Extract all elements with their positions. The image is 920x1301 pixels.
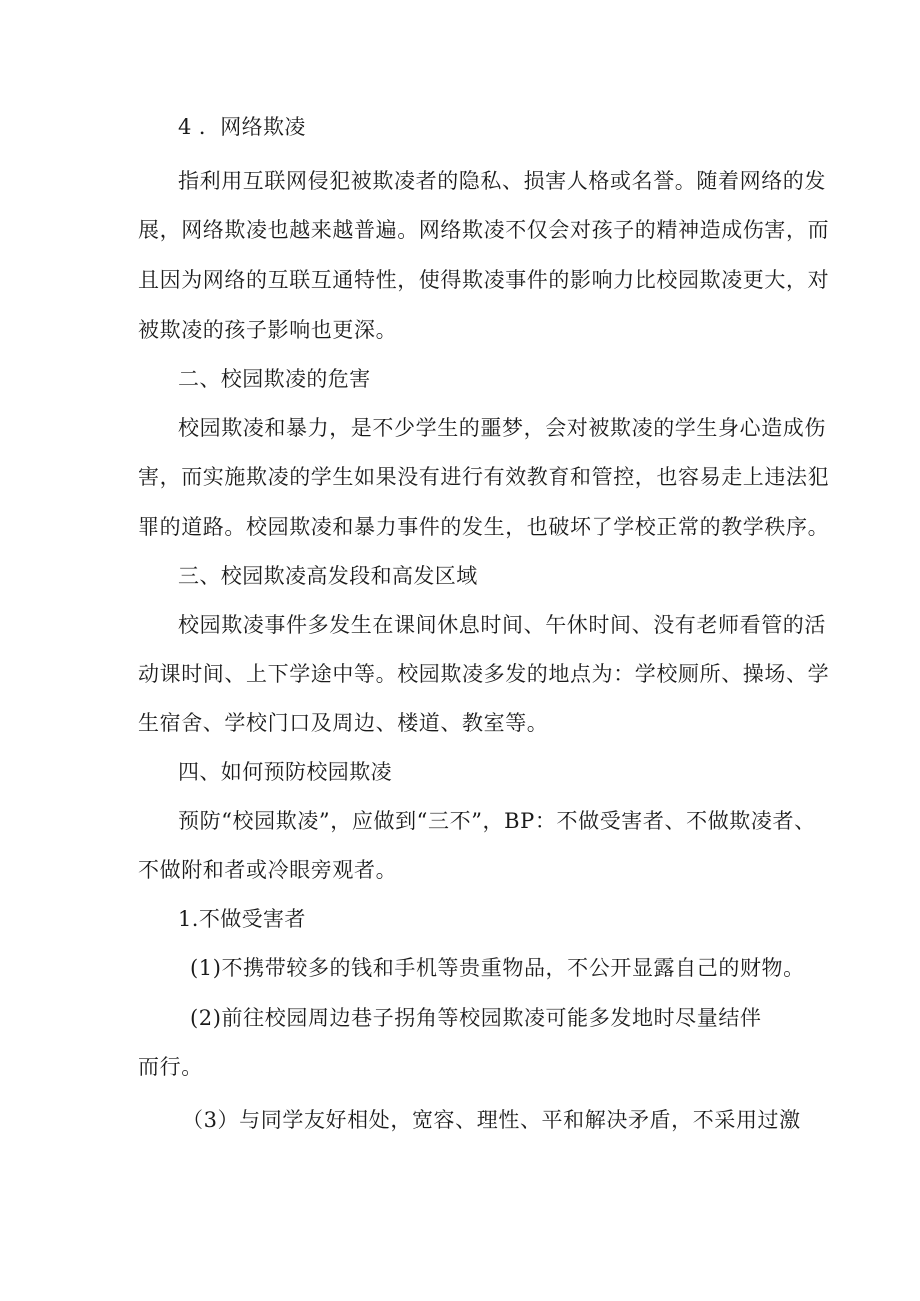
paragraph-line: 罪的道路。校园欺凌和暴力事件的发生，也破坏了学校正常的教学秩序。 [138, 515, 830, 539]
list-item-continuation: 而行。 [138, 1055, 203, 1079]
section-heading-cyberbullying: 4 ．网络欺凌 [178, 115, 306, 139]
list-item: (1)不携带较多的钱和手机等贵重物品，不公开显露自己的财物。 [190, 956, 805, 980]
paragraph-line: 校园欺凌事件多发生在课间休息时间、午休时间、没有老师看管的活 [178, 613, 826, 637]
paragraph-line: 被欺凌的孩子影响也更深。 [138, 318, 398, 342]
paragraph-line: 展，网络欺凌也越来越普遍。网络欺凌不仅会对孩子的精神造成伤害，而 [138, 218, 830, 242]
section-heading-high-incidence: 三、校园欺凌高发段和高发区域 [178, 564, 478, 588]
subheading-not-victim: 1.不做受害者 [178, 907, 306, 931]
paragraph-line: 校园欺凌和暴力，是不少学生的噩梦，会对被欺凌的学生身心造成伤 [178, 416, 826, 440]
paragraph-line: 动课时间、上下学途中等。校园欺凌多发的地点为：学校厕所、操场、学 [138, 662, 830, 686]
section-heading-prevention: 四、如何预防校园欺凌 [178, 760, 392, 784]
list-item: （3）与同学友好相处，宽容、理性、平和解决矛盾，不采用过激 [182, 1108, 801, 1132]
paragraph-line: 预防“校园欺凌”，应做到“三不”，BP：不做受害者、不做欺凌者、 [178, 809, 816, 833]
paragraph-line: 且因为网络的互联互通特性，使得欺凌事件的影响力比校园欺凌更大，对 [138, 268, 830, 292]
paragraph-line: 害，而实施欺凌的学生如果没有进行有效教育和管控，也容易走上违法犯 [138, 465, 830, 489]
paragraph-line: 不做附和者或冷眼旁观者。 [138, 858, 398, 882]
list-item: (2)前往校园周边巷子拐角等校园欺凌可能多发地时尽量结伴 [190, 1006, 762, 1030]
paragraph-line: 指利用互联网侵犯被欺凌者的隐私、损害人格或名誉。随着网络的发 [178, 169, 826, 193]
section-heading-harm: 二、校园欺凌的危害 [178, 367, 371, 391]
paragraph-line: 生宿舍、学校门口及周边、楼道、教室等。 [138, 711, 549, 735]
